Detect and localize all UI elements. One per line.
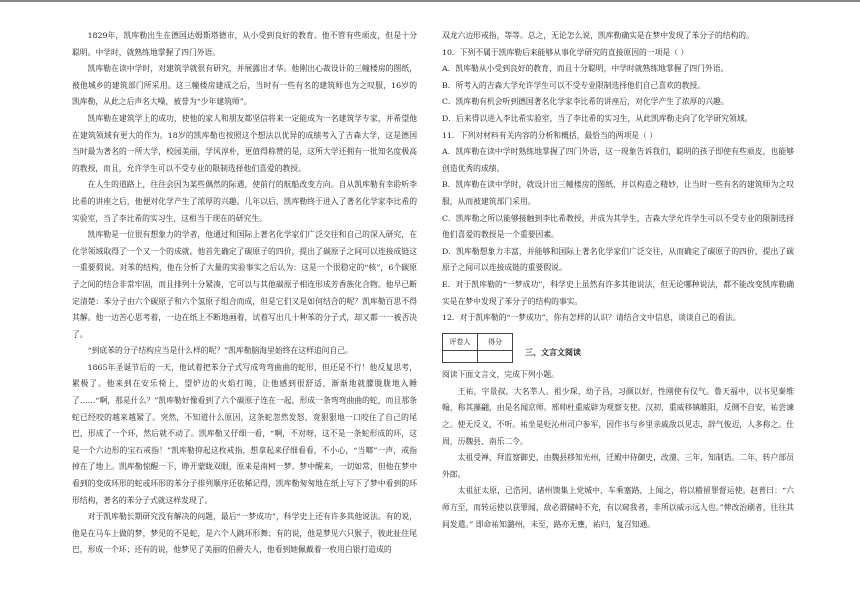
score-cell-score	[478, 351, 513, 363]
q11-option-d: D．凯库勒想象力丰富，并能够和国际上著名化学家们广泛交往，从而确定了碳原子的四价，提出了碳原子之间可以连接成链的重要假说。	[442, 246, 794, 273]
q11-option-a: A．凯库勒在读中学时熟练地掌握了四门外语，这一现象告诉我们，聪明的孩子即使有些顽皮，也能够创造优秀的成绩。	[442, 147, 794, 173]
q10-option-d: D．后来得以进入李比希实验室，当了李比希的实习生，从此凯库勒走向了化学研究领域。	[442, 113, 753, 123]
classical-paragraph: 王祐，字景叔，大名莘人。祖少琛，幼子昌，习颜以好，性刚使有仪气。鲁天福中，以书见秦维翰，称其藻翩，由是名闻京师。邢帅杜重威辟为观察支使。汉初，重威移镇睢阳，反侧不自安，祐尝谏之。使无反义，不听。祐坐是贬沁州司户参军，因作书与乡里亲戚敌以见志，辞气俊迈，人多称之。仕周，历魏县、南乐二令。	[442, 386, 794, 446]
paragraph: 对于凯库勒长期研究没有解决的问题，最后“一梦成功”，科学史上还有许多其他说法。有的说，他是在马车上做的梦，梦见的不是蛇，是六个人跳环形舞；有的说，他是梦见六只猴子，彼此扯住尾巴，形成一个环；还有的说，他梦见了美丽的伯爵夫人，他看到她佩戴着一枚用白银打造成的	[72, 512, 417, 555]
paragraph: 在人生的道路上，往往会因为某些偶然的际遇，使前行的航船改变方向。自从凯库勒有幸聆听李比希的讲座之后，他便对化学产生了浓厚的兴趣。几年以后，凯库勒终于进入了著名化学家李比希的实验室，当了李比希的实习生，这相当于现在的研究生。	[72, 180, 417, 223]
score-cell-grader	[443, 351, 478, 363]
classical-paragraph: 太祖征太原，已浩河，诸州馈集上党城中，车乘塞路，上闻之，将以稽留罪督运使。赵普曰：“六师方至，而转运使以获罪闻，敌必谓储峙不充，有以窥我者，非所以威示远人也。”俾改治刷者，往往其间发遣。” 即命祐知潞州，未至，路亦无壅，祐归，复召知通。	[442, 486, 794, 529]
q11-option-b: B．凯库勒在读中学时，就设计出三幢楼房的图纸，并以构造之精妙，让当时一些有名的建筑师为之叹服，从而被建筑部门采用。	[442, 180, 794, 206]
paragraph: 1865年圣诞节后的一天，他试着把苯分子式写成弯弯曲曲的蛇形，但还是不行！他反复思考，累极了。他来到在安乐椅上，望炉边的火焰打盹，让他感到很舒适，渐渐地就朦胧胧地入睡了……“啊，那是什么？”凯库勒好像看到了六个碳原子连在一起，形成一条弯弯曲曲的蛇，而且那条蛇已经咬的越来越紧了。突然，不知道什么原因，这条蛇忽然发怒，竟狠狠地一口咬住了自己的尾巴，形成了一个环，然后就不动了。凯库勒又仔细一看，“啊，不对呀，这不是一条蛇形成的环，这是一个六边形的宝石戒指！”凯库勒抑起这枚戒指，想拿起来仔细看看，不小心，“当啷”一声，戒指掉在了地上。凯库勒惊醒一下，睁开蒙眬双眼，原来是南柯一梦。梦中醒来，一切如常，但他在梦中看到的变成环形的蛇或环形的苯分子排列顺序还依稀记得，凯库勒匆匆地在纸上写下了梦中看到的环形结构，著名的苯分子式就这样发现了。	[72, 362, 417, 505]
score-header-grader: 评卷人	[443, 333, 478, 351]
paragraph: 凯库勒是一位很有想象力的学者，他通过和国际上著名化学家们广泛交往和自己的深入研究，在化学领域取得了一个又一个的成就。他首先确定了碳原子的四价，提出了碳原子之间可以连接成链这一重要假说。对苯的结构，他在分析了大量的实验事实之后认为：这是一个很稳定的“核”，6个碳原子之间的结合非常牢固，而且排列十分紧凑，它可以与其他碳原子相连形成芳香族化合物。他早已断定清楚：苯分子由六个碳原子和六个氢原子组合而成，但是它们又是如何结合的呢？凯库勒百思不得其解。他一边苦心思考着，一边在纸上不断地画着，试着写出几十种苯的分子式，却又都一一被否决了。	[72, 230, 417, 339]
score-header-score: 得分	[478, 333, 513, 351]
right-column	[442, 28, 794, 533]
top-rule	[0, 0, 860, 2]
section-header	[442, 327, 794, 368]
paragraph: 双龙六边形戒指，等等。总之，无论怎么说，凯库勒确实是在梦中发现了苯分子的结构的。	[442, 31, 754, 40]
q11-option-e: E．对于凯库勒的“一梦成功”，科学史上虽然有许多其他说法，但无论哪种说法，都不能改变凯库勒确实是在梦中发现了苯分子的结构的事实。	[442, 279, 794, 306]
classical-paragraph: 太祖受禅，拜监察御史，由魏县移知光州，迁殿中侍御史，改澶、三年，知制诰。二年，转户部员外郎。	[442, 453, 794, 479]
section-title: 三、文言文阅读	[525, 347, 581, 357]
q11-option-c: C．凯库勒之所以能够接触到李比希教授，并成为其学生，吉森大学允许学生可以不受专业的限制选择他们喜爱的教授是一个重要因素。	[442, 213, 794, 240]
q10-option-c: C．凯库勒有机会听到德国著名化学家李比希的讲座后，对化学产生了浓厚的兴趣。	[442, 97, 729, 107]
question-12-stem: 12．对于凯库勒的“一梦成功”，你有怎样的认识？请结合文中信息，谈谈自己的看法。	[442, 313, 741, 323]
question-10-stem: 10．下列不属于凯库勒后来能够从事化学研究的直接原因的一项是（ ）	[442, 47, 689, 57]
paragraph: 1829年，凯库勒出生在德国达姆斯塔德市，从小受到良好的教育。他不管有些顽皮，但是十分聪明。中学时，就熟练地掌握了四门外语。	[72, 31, 417, 57]
paragraph: 凯库勒在建筑学上的成功，使他的家人和朋友都坚信将来一定能成为一名建筑学专家，并希望他在建筑领域有更大的作为。18岁的凯库勒也按照这个想法以优异的成绩考入了吉森大学，这是德国当时最为著名的一所大学，校园美丽，学风淳朴，更值得称赞的是，这所大学还拥有一批知名度极高的教授，而且，允许学生可以不受专业的限制选择他们喜爱的教授。	[72, 113, 417, 173]
left-column	[72, 28, 417, 559]
question-11-stem: 11．下列对材料有关内容的分析和概括，最恰当的两项是（ ）	[442, 130, 658, 140]
paragraph: 凯库勒在读中学时，对建筑学就很有研究，并展露出才华。他刚出心裁设计的三幢楼房的图纸，被他城乡的建筑部门所采用。这三幢楼房建成之后，当时有一些有名的建筑师也为之叹服，16岁的凯库勒，从此之后声名大噪，被誉为“少年建筑师”。	[72, 64, 417, 107]
instruction: 阅读下面文言文，完成下列小题。	[442, 370, 559, 380]
q10-option-a: A．凯库勒从小受到良好的教育，而且十分聪明，中学时就熟练地掌握了四门外语。	[442, 64, 729, 74]
q10-option-b: B．所考入的吉森大学允许学生可以不受专业限制选择他们自己喜欢的教授。	[442, 80, 706, 90]
score-table	[442, 333, 513, 364]
paragraph: “到底苯的分子结构应当是什么样的呢？”凯库勒脑海里始终在这样追问自己。	[87, 346, 353, 356]
